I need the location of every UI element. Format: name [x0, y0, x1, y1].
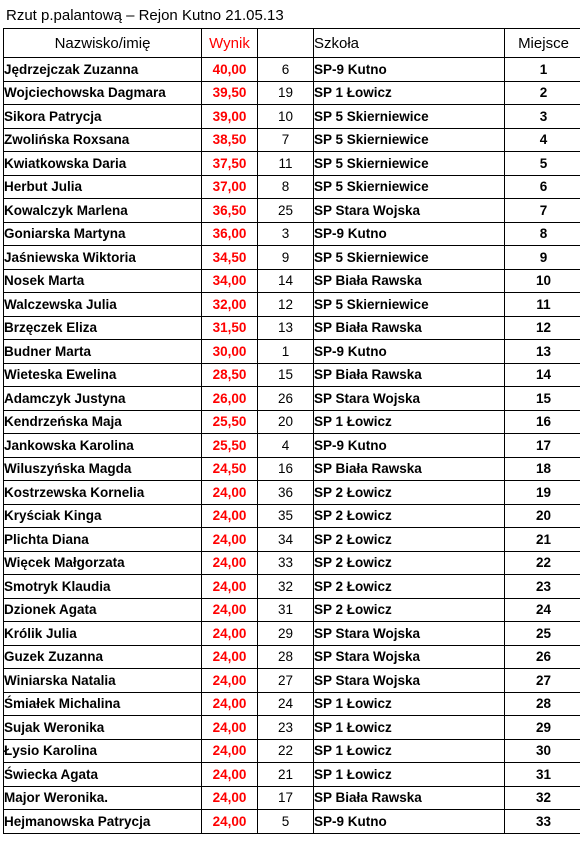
table-row	[4, 598, 580, 622]
cell-score: 25,50	[202, 410, 258, 434]
cell-place: 32	[505, 786, 580, 810]
cell-place: 9	[505, 246, 580, 270]
cell-place: 22	[505, 551, 580, 575]
cell-name: Kryściak Kinga	[4, 504, 202, 528]
cell-place: 14	[505, 363, 580, 387]
cell-place: 24	[505, 598, 580, 622]
cell-score: 24,00	[202, 575, 258, 599]
table-row	[4, 152, 580, 176]
cell-score: 24,00	[202, 692, 258, 716]
cell-number: 13	[258, 316, 314, 340]
cell-number: 33	[258, 551, 314, 575]
cell-school: SP 2 Łowicz	[314, 528, 505, 552]
table-row	[4, 246, 580, 270]
cell-place: 11	[505, 293, 580, 317]
cell-number: 19	[258, 81, 314, 105]
cell-school: SP 1 Łowicz	[314, 716, 505, 740]
table-row	[4, 269, 580, 293]
cell-score: 31,50	[202, 316, 258, 340]
cell-school: SP Stara Wojska	[314, 622, 505, 646]
cell-school: SP 1 Łowicz	[314, 410, 505, 434]
cell-name: Hejmanowska Patrycja	[4, 810, 202, 834]
table-row	[4, 739, 580, 763]
table-row	[4, 551, 580, 575]
cell-place: 29	[505, 716, 580, 740]
cell-score: 24,00	[202, 645, 258, 669]
cell-number: 16	[258, 457, 314, 481]
cell-score: 39,50	[202, 81, 258, 105]
cell-score: 34,50	[202, 246, 258, 270]
cell-score: 24,00	[202, 598, 258, 622]
cell-name: Kowalczyk Marlena	[4, 199, 202, 223]
cell-name: Plichta Diana	[4, 528, 202, 552]
cell-name: Kostrzewska Kornelia	[4, 481, 202, 505]
header-place: Miejsce	[505, 29, 580, 58]
cell-school: SP Stara Wojska	[314, 645, 505, 669]
table-row	[4, 716, 580, 740]
cell-name: Kwiatkowska Daria	[4, 152, 202, 176]
table-row	[4, 481, 580, 505]
cell-number: 15	[258, 363, 314, 387]
cell-score: 32,00	[202, 293, 258, 317]
cell-score: 24,00	[202, 504, 258, 528]
cell-place: 18	[505, 457, 580, 481]
table-row	[4, 340, 580, 364]
cell-school: SP-9 Kutno	[314, 810, 505, 834]
table-row	[4, 504, 580, 528]
table-row	[4, 692, 580, 716]
table-row	[4, 81, 580, 105]
cell-name: Smotryk Klaudia	[4, 575, 202, 599]
cell-number: 17	[258, 786, 314, 810]
cell-number: 32	[258, 575, 314, 599]
cell-school: SP 2 Łowicz	[314, 504, 505, 528]
header-score: Wynik	[202, 29, 258, 58]
cell-place: 3	[505, 105, 580, 129]
header-number	[258, 29, 314, 58]
cell-school: SP Biała Rawska	[314, 316, 505, 340]
cell-name: Budner Marta	[4, 340, 202, 364]
cell-number: 21	[258, 763, 314, 787]
table-row	[4, 199, 580, 223]
cell-score: 34,00	[202, 269, 258, 293]
table-row	[4, 810, 580, 834]
table-row	[4, 222, 580, 246]
table-row	[4, 786, 580, 810]
table-row	[4, 434, 580, 458]
cell-score: 36,50	[202, 199, 258, 223]
table-row	[4, 175, 580, 199]
cell-place: 23	[505, 575, 580, 599]
cell-place: 13	[505, 340, 580, 364]
cell-number: 27	[258, 669, 314, 693]
cell-school: SP Biała Rawska	[314, 363, 505, 387]
cell-name: Jaśniewska Wiktoria	[4, 246, 202, 270]
cell-score: 24,00	[202, 669, 258, 693]
cell-name: Więcek Małgorzata	[4, 551, 202, 575]
cell-number: 20	[258, 410, 314, 434]
cell-number: 14	[258, 269, 314, 293]
cell-number: 31	[258, 598, 314, 622]
table-row	[4, 387, 580, 411]
cell-score: 24,00	[202, 716, 258, 740]
cell-score: 24,00	[202, 739, 258, 763]
cell-place: 25	[505, 622, 580, 646]
cell-score: 24,00	[202, 810, 258, 834]
cell-number: 5	[258, 810, 314, 834]
cell-name: Królik Julia	[4, 622, 202, 646]
table-row	[4, 457, 580, 481]
cell-school: SP 5 Skierniewice	[314, 128, 505, 152]
cell-name: Wiluszyńska Magda	[4, 457, 202, 481]
cell-school: SP 2 Łowicz	[314, 481, 505, 505]
cell-score: 28,50	[202, 363, 258, 387]
table-row	[4, 575, 580, 599]
cell-name: Jankowska Karolina	[4, 434, 202, 458]
cell-school: SP 2 Łowicz	[314, 598, 505, 622]
cell-place: 20	[505, 504, 580, 528]
cell-school: SP Stara Wojska	[314, 669, 505, 693]
cell-school: SP Biała Rawska	[314, 786, 505, 810]
cell-name: Winiarska Natalia	[4, 669, 202, 693]
cell-score: 26,00	[202, 387, 258, 411]
page-title: Rzut p.palantową – Rejon Kutno 21.05.13	[6, 7, 284, 24]
cell-place: 33	[505, 810, 580, 834]
cell-name: Łysio Karolina	[4, 739, 202, 763]
cell-name: Herbut Julia	[4, 175, 202, 199]
cell-name: Kendrzeńska Maja	[4, 410, 202, 434]
cell-place: 5	[505, 152, 580, 176]
cell-score: 24,00	[202, 481, 258, 505]
cell-place: 6	[505, 175, 580, 199]
cell-place: 16	[505, 410, 580, 434]
results-table	[3, 28, 580, 834]
cell-number: 12	[258, 293, 314, 317]
cell-name: Świecka Agata	[4, 763, 202, 787]
cell-name: Dzionek Agata	[4, 598, 202, 622]
cell-place: 28	[505, 692, 580, 716]
cell-score: 24,00	[202, 622, 258, 646]
cell-number: 24	[258, 692, 314, 716]
cell-name: Nosek Marta	[4, 269, 202, 293]
cell-name: Sujak Weronika	[4, 716, 202, 740]
cell-number: 7	[258, 128, 314, 152]
cell-school: SP 5 Skierniewice	[314, 246, 505, 270]
cell-place: 30	[505, 739, 580, 763]
cell-number: 25	[258, 199, 314, 223]
cell-place: 27	[505, 669, 580, 693]
cell-school: SP-9 Kutno	[314, 434, 505, 458]
cell-name: Wojciechowska Dagmara	[4, 81, 202, 105]
cell-name: Śmiałek Michalina	[4, 692, 202, 716]
cell-place: 1	[505, 58, 580, 82]
cell-place: 26	[505, 645, 580, 669]
table-row	[4, 645, 580, 669]
cell-name: Guzek Zuzanna	[4, 645, 202, 669]
cell-number: 4	[258, 434, 314, 458]
cell-place: 17	[505, 434, 580, 458]
cell-school: SP Stara Wojska	[314, 199, 505, 223]
cell-name: Adamczyk Justyna	[4, 387, 202, 411]
cell-number: 3	[258, 222, 314, 246]
cell-number: 8	[258, 175, 314, 199]
table-row	[4, 622, 580, 646]
cell-school: SP 1 Łowicz	[314, 81, 505, 105]
cell-place: 19	[505, 481, 580, 505]
cell-place: 8	[505, 222, 580, 246]
cell-place: 10	[505, 269, 580, 293]
cell-name: Zwolińska Roxsana	[4, 128, 202, 152]
cell-name: Walczewska Julia	[4, 293, 202, 317]
cell-number: 1	[258, 340, 314, 364]
cell-number: 34	[258, 528, 314, 552]
cell-school: SP 5 Skierniewice	[314, 175, 505, 199]
cell-place: 4	[505, 128, 580, 152]
cell-score: 38,50	[202, 128, 258, 152]
cell-name: Brzęczek Eliza	[4, 316, 202, 340]
cell-name: Major Weronika.	[4, 786, 202, 810]
cell-place: 7	[505, 199, 580, 223]
cell-number: 35	[258, 504, 314, 528]
cell-school: SP 1 Łowicz	[314, 692, 505, 716]
cell-school: SP-9 Kutno	[314, 222, 505, 246]
cell-number: 6	[258, 58, 314, 82]
cell-score: 37,50	[202, 152, 258, 176]
cell-number: 28	[258, 645, 314, 669]
cell-school: SP 1 Łowicz	[314, 763, 505, 787]
cell-number: 29	[258, 622, 314, 646]
cell-place: 21	[505, 528, 580, 552]
cell-school: SP 5 Skierniewice	[314, 293, 505, 317]
table-row	[4, 316, 580, 340]
header-row	[4, 29, 580, 58]
cell-score: 36,00	[202, 222, 258, 246]
cell-school: SP 5 Skierniewice	[314, 105, 505, 129]
cell-score: 40,00	[202, 58, 258, 82]
cell-school: SP 1 Łowicz	[314, 739, 505, 763]
cell-number: 9	[258, 246, 314, 270]
cell-school: SP-9 Kutno	[314, 58, 505, 82]
cell-score: 24,00	[202, 763, 258, 787]
cell-score: 24,50	[202, 457, 258, 481]
cell-school: SP Stara Wojska	[314, 387, 505, 411]
cell-score: 24,00	[202, 528, 258, 552]
table-row	[4, 669, 580, 693]
cell-place: 15	[505, 387, 580, 411]
cell-score: 24,00	[202, 551, 258, 575]
cell-name: Wieteska Ewelina	[4, 363, 202, 387]
cell-place: 2	[505, 81, 580, 105]
cell-score: 39,00	[202, 105, 258, 129]
cell-number: 22	[258, 739, 314, 763]
cell-school: SP-9 Kutno	[314, 340, 505, 364]
cell-number: 26	[258, 387, 314, 411]
cell-name: Jędrzejczak Zuzanna	[4, 58, 202, 82]
header-school: Szkoła	[314, 29, 505, 58]
table-body	[4, 58, 580, 834]
cell-number: 23	[258, 716, 314, 740]
cell-number: 36	[258, 481, 314, 505]
table-row	[4, 763, 580, 787]
cell-number: 11	[258, 152, 314, 176]
header-name: Nazwisko/imię	[4, 29, 202, 58]
cell-score: 30,00	[202, 340, 258, 364]
table-row	[4, 410, 580, 434]
cell-school: SP 2 Łowicz	[314, 551, 505, 575]
table-row	[4, 293, 580, 317]
cell-name: Sikora Patrycja	[4, 105, 202, 129]
table-row	[4, 58, 580, 82]
cell-school: SP 2 Łowicz	[314, 575, 505, 599]
cell-name: Goniarska Martyna	[4, 222, 202, 246]
table-row	[4, 528, 580, 552]
cell-school: SP Biała Rawska	[314, 269, 505, 293]
cell-score: 37,00	[202, 175, 258, 199]
cell-place: 31	[505, 763, 580, 787]
cell-score: 24,00	[202, 786, 258, 810]
cell-number: 10	[258, 105, 314, 129]
cell-place: 12	[505, 316, 580, 340]
cell-score: 25,50	[202, 434, 258, 458]
cell-school: SP Biała Rawska	[314, 457, 505, 481]
table-row	[4, 128, 580, 152]
cell-school: SP 5 Skierniewice	[314, 152, 505, 176]
table-row	[4, 363, 580, 387]
table-row	[4, 105, 580, 129]
